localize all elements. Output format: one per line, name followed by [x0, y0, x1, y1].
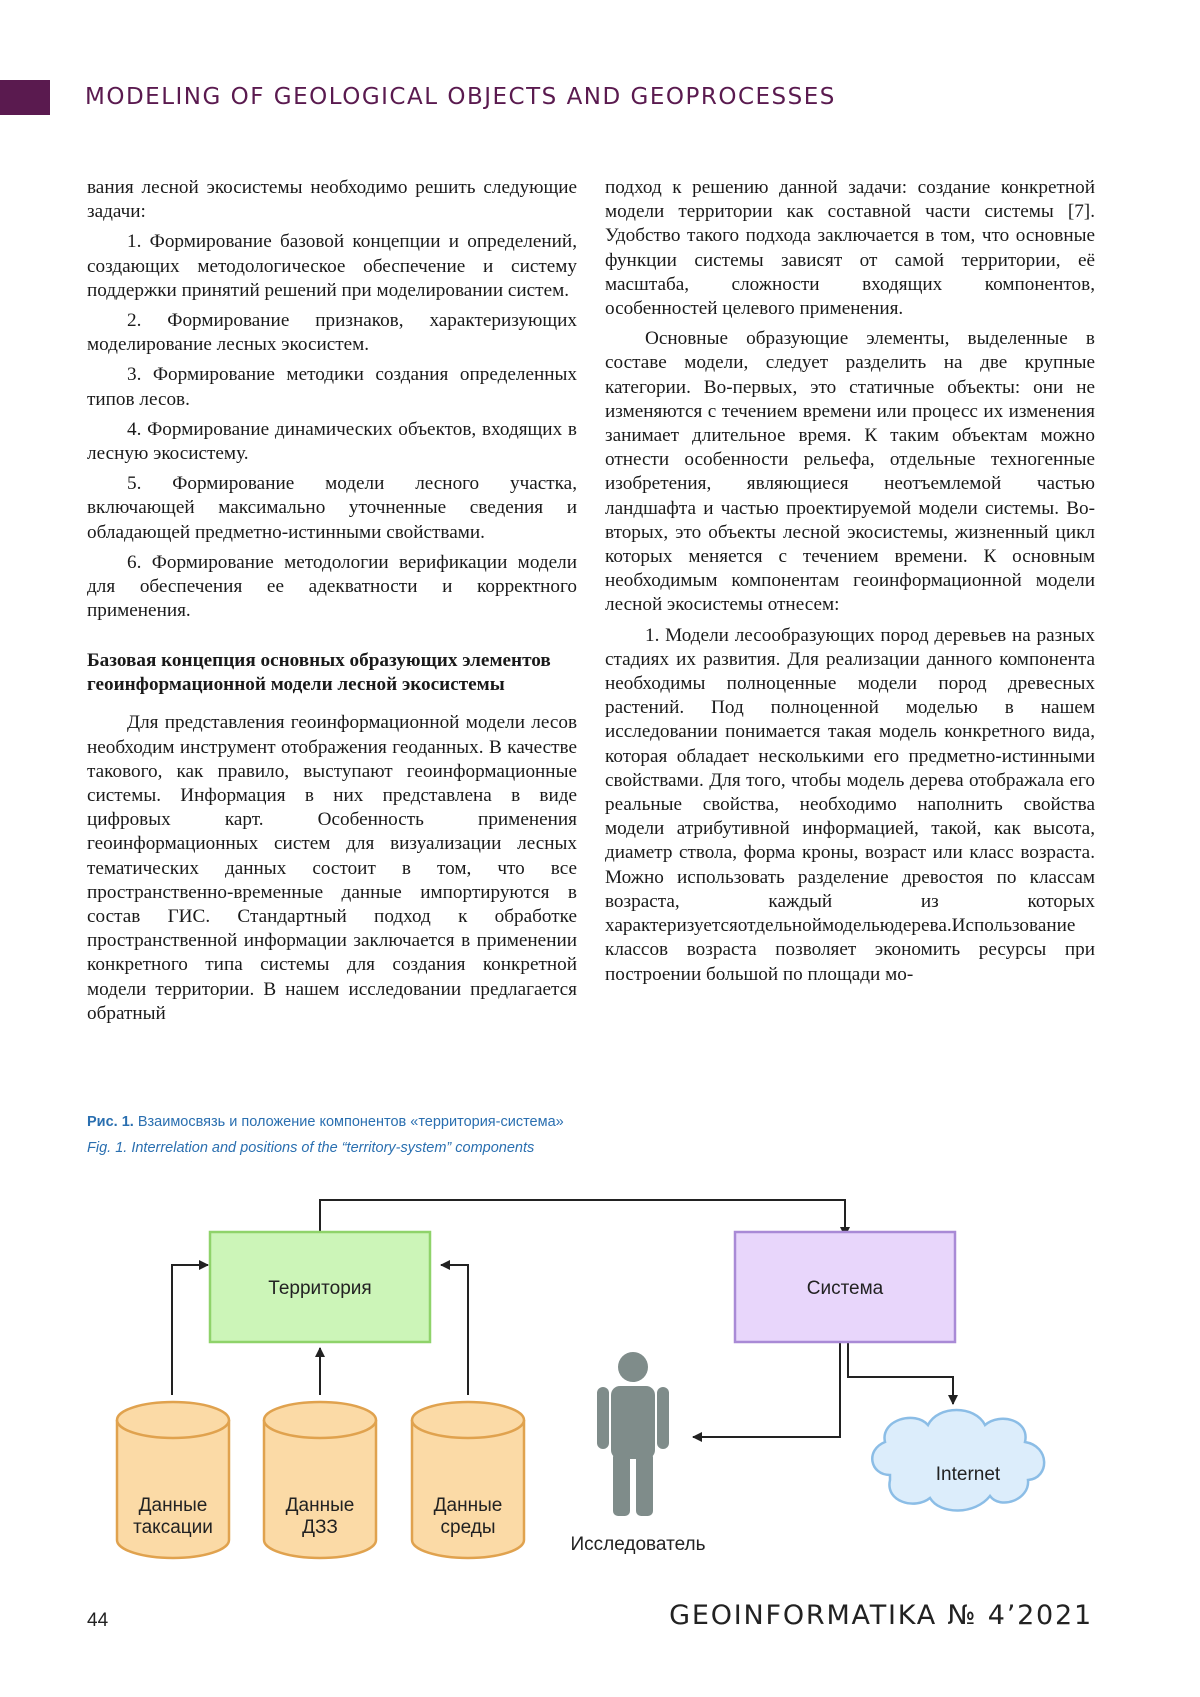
paragraph: Для представления геоинформационной модели лесов необходим инструмент отображения геоданных. В качестве такового, как правило, выступают геоинформационные системы. Информация в них представлена в виде цифровых карт. Особенность применения геоинформационных систем для визуализации лесных тематических данных состоит в том, что все пространственно-временные данные импортируются в состав ГИС. Стандартный подход к обработке пространственной информации заключается в применении конкретного типа системы для создания конкретной модели территории. В нашем исследовании предлагается обратный	[87, 712, 577, 1024]
connector-system-internet	[848, 1340, 953, 1404]
running-header: MODELING OF GEOLOGICAL OBJECTS AND GEOPROCESSES	[85, 84, 836, 110]
paragraph: 1. Модели лесообразующих пород деревьев на разных стадиях их развития. Для реализации данного компонента необходимы полноценные модели пород древесных растений. Под полноценной моделью в нашем исследовании понимается такая модель конкретного вида, которая обладает несколькими его предметно-истинными свойствами. Для того, чтобы модель дерева отображала его реальные свойства, необходимо наполнить свойства модели атрибутивной информацией, такой, как высота, диаметр ствола, форма кроны, возраст или класс возраста. Можно использовать разделение древостоя по классам возраста, каждый из которых характеризуетсяотдельноймодельюдерева.Использование классов возраста позволяет экономить ресурсы при построении большой по площади мо-	[605, 624, 1095, 985]
journal-name: GEOINFORMATIKA № 4’2021	[669, 1600, 1093, 1631]
db1-label-line1: Данные	[138, 1495, 208, 1516]
paragraph: подход к решению данной задачи: создание конкретной модели территории как составной части системы [7]. Удобство такого подхода заключается в том, что основные функции системы зависят от самой территории, её масштаба, сложности входящих компонентов, особенностей целевого применения.	[605, 177, 1095, 320]
paragraph: Основные образующие элементы, выделенные в составе модели, следует разделить на две крупные категории. Во-первых, это статичные объекты: они не изменяются с течением времени или процесс их изменения занимает длительное время. К таким объектам можно отнести особенности рельефа, отдельные техногенные изобретения, являющиеся неотъемлемой частью ландшафта и частью проектируемой модели системы. Во-вторых, это объекты лесной экосистемы, жизненный цикл которых меняется с течением времени. К основным необходимым компонентам геоинформационной модели лесной экосистемы отнесем:	[605, 328, 1095, 616]
connector-db3-territory	[441, 1265, 468, 1395]
db2-label-line1: Данные	[285, 1495, 355, 1516]
db3-label-line2: среды	[440, 1517, 496, 1538]
db1-label-line2: таксации	[133, 1517, 213, 1538]
db3-label-line1: Данные	[433, 1495, 503, 1516]
figure-caption-en: Fig. 1. Interrelation and positions of the “territory-system” components	[87, 1140, 535, 1156]
section-heading: Базовая концепция основных образующих элементов геоинформационной модели лесной экосистемы	[87, 650, 551, 696]
list-item: 3. Формирование методики создания определенных типов лесов.	[87, 364, 577, 410]
figure-caption-ru	[87, 1114, 564, 1130]
territory-label: Территория	[268, 1278, 372, 1299]
cloud-icon	[872, 1410, 1044, 1511]
list-item: 4. Формирование динамических объектов, входящих в лесную экосистему.	[87, 418, 577, 465]
list-item: 2. Формирование признаков, характеризующих моделирование лесных экосистем.	[87, 310, 577, 356]
right-column	[605, 176, 1095, 993]
list-item: 6. Формирование методологии верификации модели для обеспечения ее адекватности и корректного применения.	[87, 551, 577, 622]
person-icon	[597, 1352, 669, 1516]
list-item: 1. Формирование базовой концепции и определений, создающих методологическое обеспечение и систему поддержки принятий решений при моделировании систем.	[87, 231, 577, 301]
internet-label: Internet	[935, 1464, 1001, 1485]
header-accent-bar	[0, 80, 50, 115]
connector-db1-territory	[172, 1265, 208, 1395]
left-column	[87, 176, 577, 1032]
figure-caption-text: Взаимосвязь и положение компонентов «территория-система»	[137, 1114, 564, 1130]
paragraph: вания лесной экосистемы необходимо решить следующие задачи:	[87, 177, 577, 223]
db2-label-line2: ДЗЗ	[302, 1517, 338, 1538]
researcher-label: Исследователь	[570, 1534, 706, 1555]
page-number: 44	[87, 1610, 109, 1631]
system-label: Система	[806, 1278, 884, 1299]
list-item: 5. Формирование модели лесного участка, включающей максимально уточненные сведения и обладающей предметно-истинными свойствами.	[87, 473, 577, 543]
figure-diagram	[0, 1180, 1200, 1580]
figure-label: Рис. 1.	[87, 1114, 134, 1130]
connector-system-researcher	[693, 1340, 840, 1437]
